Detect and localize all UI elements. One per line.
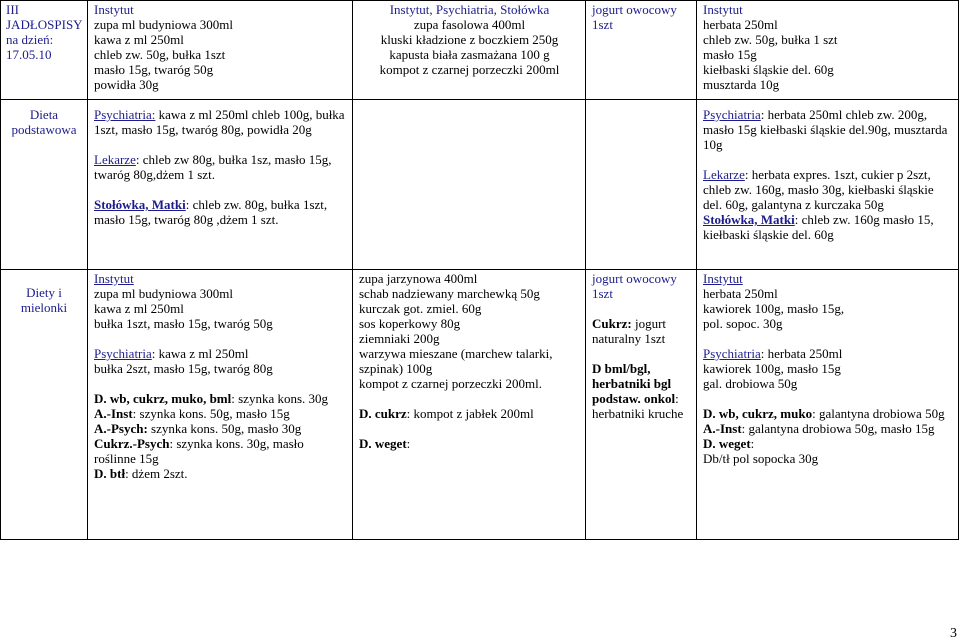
menu-line: zupa jarzynowa 400ml xyxy=(359,271,478,286)
stolowka-block xyxy=(94,197,347,227)
diet-text: : xyxy=(406,436,411,451)
psychiatria-label: Psychiatria: xyxy=(94,107,156,122)
psychiatria-text: : herbata 250ml chleb zw. 200g, masło 15g kiełbaski śląskie del.90g, musztarda 10g xyxy=(703,107,948,152)
psychiatria-block xyxy=(703,346,953,361)
menu-line: herbata 250ml xyxy=(703,17,778,32)
breakfast-cell xyxy=(88,1,353,100)
diet-text: : herbatniki kruche xyxy=(592,391,684,421)
menu-line: Db/tł pol sopocka 30g xyxy=(703,451,819,466)
menu-line: kiełbaski śląskie del. 60g xyxy=(703,62,834,77)
lunch-cell xyxy=(353,1,586,100)
stolowka-block xyxy=(703,212,953,242)
diet-label: D. weget xyxy=(359,436,407,451)
page-number: 3 xyxy=(950,626,957,641)
supper-cell xyxy=(697,1,959,100)
diet-text: : xyxy=(750,436,755,451)
diet-label: D bml/bgl, herbatniki bgl podstaw. onkol xyxy=(592,361,676,406)
menu-line: musztarda 10g xyxy=(703,77,780,92)
snack-cell xyxy=(586,1,697,100)
stolowka-text: : chleb zw. 80g, bułka 1szt, masło 15g, twaróg 80g ,dżem 1 szt. xyxy=(94,197,328,227)
menu-line: zupa ml budyniowa 300ml xyxy=(94,286,234,301)
diet-block xyxy=(94,391,347,406)
menu-line: kluski kładzione z boczkiem 250g xyxy=(380,32,559,47)
menu-line: sos koperkowy 80g xyxy=(359,316,461,331)
day-header-line: 17.05.10 xyxy=(6,47,52,62)
menu-line: schab nadziewany marchewką 50g xyxy=(359,286,540,301)
lekarze-block xyxy=(703,167,953,212)
diet-label: D. wb, cukrz, muko, bml xyxy=(94,391,232,406)
diet-block xyxy=(703,421,953,436)
menu-line: gal. drobiowa 50g xyxy=(703,376,798,391)
diet-block xyxy=(94,466,347,481)
lekarze-text: : chleb zw 80g, bułka 1sz, masło 15g, twaróg 80g,dżem 1 szt. xyxy=(94,152,332,182)
day-header-cell xyxy=(1,1,88,100)
menu-line: bułka 1szt, masło 15g, twaróg 50g xyxy=(94,316,273,331)
diet-block xyxy=(94,406,347,421)
psychiatria-label: Psychiatria xyxy=(703,346,761,361)
supper-heading: Instytut xyxy=(703,2,743,17)
diet-text: : szynka kons. 50g, masło 15g xyxy=(132,406,290,421)
breakfast-cell xyxy=(88,100,353,270)
stolowka-label: Stołówka, Matki xyxy=(94,197,186,212)
menu-line: herbata 250ml xyxy=(703,286,778,301)
menu-line: jogurt owocowy xyxy=(592,2,677,17)
diet-text: : szynka kons. 30g xyxy=(231,391,329,406)
lekarze-label: Lekarze xyxy=(703,167,745,182)
supper-cell xyxy=(697,270,959,540)
menu-line: kompot z czarnej porzeczki 200ml. xyxy=(359,376,543,391)
diet-block xyxy=(703,436,953,451)
diet-label: A.-Inst xyxy=(703,421,742,436)
psychiatria-block xyxy=(94,346,347,361)
diet-label: Cukrz.-Psych xyxy=(94,436,170,451)
menu-line: ziemniaki 200g xyxy=(359,331,440,346)
diet-label-line: mielonki xyxy=(20,300,68,315)
psychiatria-label: Psychiatria xyxy=(94,346,152,361)
diet-label-cell xyxy=(1,100,88,270)
diet-text: : kompot z jabłek 200ml xyxy=(406,406,534,421)
day-header-line: na dzień: xyxy=(6,32,54,47)
diet-text: : szynka kons. 30g, masło roślinne 15g xyxy=(94,436,304,466)
diet-label: D. weget xyxy=(703,436,751,451)
menu-line: kawa z ml 250ml xyxy=(94,301,184,316)
lekarze-label: Lekarze xyxy=(94,152,136,167)
menu-line: 1szt xyxy=(592,286,613,301)
diet-text: : galantyna drobiowa 50g, masło 15g xyxy=(741,421,935,436)
menu-line: jogurt owocowy xyxy=(592,271,677,286)
menu-line: 1szt xyxy=(592,17,613,32)
lunch-heading: Instytut, Psychiatria, Stołówka xyxy=(389,2,550,17)
lekarze-text: : herbata expres. 1szt, cukier p 2szt, chleb zw. 160g, masło 30g, kiełbaski śląskie del. 60g, galantyna z kurczaka 50g xyxy=(703,167,934,212)
special-diet-row xyxy=(1,270,959,540)
day-header-line: III xyxy=(6,2,19,17)
lunch-cell xyxy=(353,270,586,540)
breakfast-cell xyxy=(88,270,353,540)
menu-line: masło 15g, twaróg 50g xyxy=(94,62,214,77)
basic-diet-row xyxy=(1,100,959,270)
diet-block xyxy=(359,406,580,421)
menu-line: bułka 2szt, masło 15g, twaróg 80g xyxy=(94,361,273,376)
diet-text: szynka kons. 50g, masło 30g xyxy=(147,421,302,436)
menu-line: chleb zw. 50g, bułka 1szt xyxy=(94,47,226,62)
psychiatria-label: Psychiatria xyxy=(703,107,761,122)
diet-block xyxy=(592,316,691,346)
diet-label: Cukrz: xyxy=(592,316,632,331)
psychiatria-block xyxy=(94,107,347,137)
menu-line: kawiorek 100g, masło 15g xyxy=(703,361,841,376)
diet-label-cell xyxy=(1,270,88,540)
menu-line: pol. sopoc. 30g xyxy=(703,316,783,331)
lunch-cell xyxy=(353,100,586,270)
stolowka-text: : chleb zw. 160g masło 15, kiełbaski śląskie del. 60g xyxy=(703,212,934,242)
menu-line: kawiorek 100g, masło 15g, xyxy=(703,301,845,316)
diet-label: D. wb, cukrz, muko xyxy=(703,406,813,421)
diet-label: D. cukrz xyxy=(359,406,407,421)
diet-label: A.-Psych: xyxy=(94,421,148,436)
day-row xyxy=(1,1,959,100)
menu-line: kurczak got. zmiel. 60g xyxy=(359,301,482,316)
diet-text: : dżem 2szt. xyxy=(125,466,188,481)
menu-line: warzywa mieszane (marchew talarki, szpinak) 100g xyxy=(359,346,553,376)
menu-line: masło 15g xyxy=(703,47,757,62)
menu-line: : kawa z ml 250ml xyxy=(151,346,249,361)
diet-label: A.-Inst xyxy=(94,406,133,421)
instytut-label: Instytut xyxy=(94,271,134,286)
diet-label-line: podstawowa xyxy=(11,122,77,137)
menu-line: zupa ml budyniowa 300ml xyxy=(94,17,234,32)
diet-text: jogurt naturalny 1szt xyxy=(592,316,667,346)
diet-label-line: Dieta xyxy=(29,107,59,122)
menu-line: zupa fasolowa 400ml xyxy=(413,17,526,32)
diet-block xyxy=(94,421,347,436)
instytut-label: Instytut xyxy=(703,271,743,286)
menu-line: powidła 30g xyxy=(94,77,159,92)
diet-text: : galantyna drobiowa 50g xyxy=(812,406,945,421)
diet-block xyxy=(94,436,347,466)
supper-cell xyxy=(697,100,959,270)
lekarze-block xyxy=(94,152,347,182)
psychiatria-block xyxy=(703,107,953,152)
diet-label-line: Diety i xyxy=(26,285,62,300)
diet-block xyxy=(592,361,691,421)
diet-label: D. btł xyxy=(94,466,126,481)
menu-line: kapusta biała zasmażana 100 g xyxy=(389,47,550,62)
diet-block xyxy=(359,436,580,451)
snack-cell xyxy=(586,100,697,270)
menu-line: chleb zw. 50g, bułka 1 szt xyxy=(703,32,838,47)
stolowka-label: Stołówka, Matki xyxy=(703,212,795,227)
menu-line: kompot z czarnej porzeczki 200ml xyxy=(379,62,560,77)
menu-line: kawa z ml 250ml xyxy=(94,32,184,47)
snack-cell xyxy=(586,270,697,540)
breakfast-heading: Instytut xyxy=(94,2,134,17)
menu-line: : herbata 250ml xyxy=(760,346,843,361)
psychiatria-text: kawa z ml 250ml chleb 100g, bułka 1szt, masło 15g, twaróg 80g, powidła 20g xyxy=(94,107,345,137)
diet-block xyxy=(703,406,953,421)
day-header-line: JADŁOSPISY xyxy=(6,17,83,32)
